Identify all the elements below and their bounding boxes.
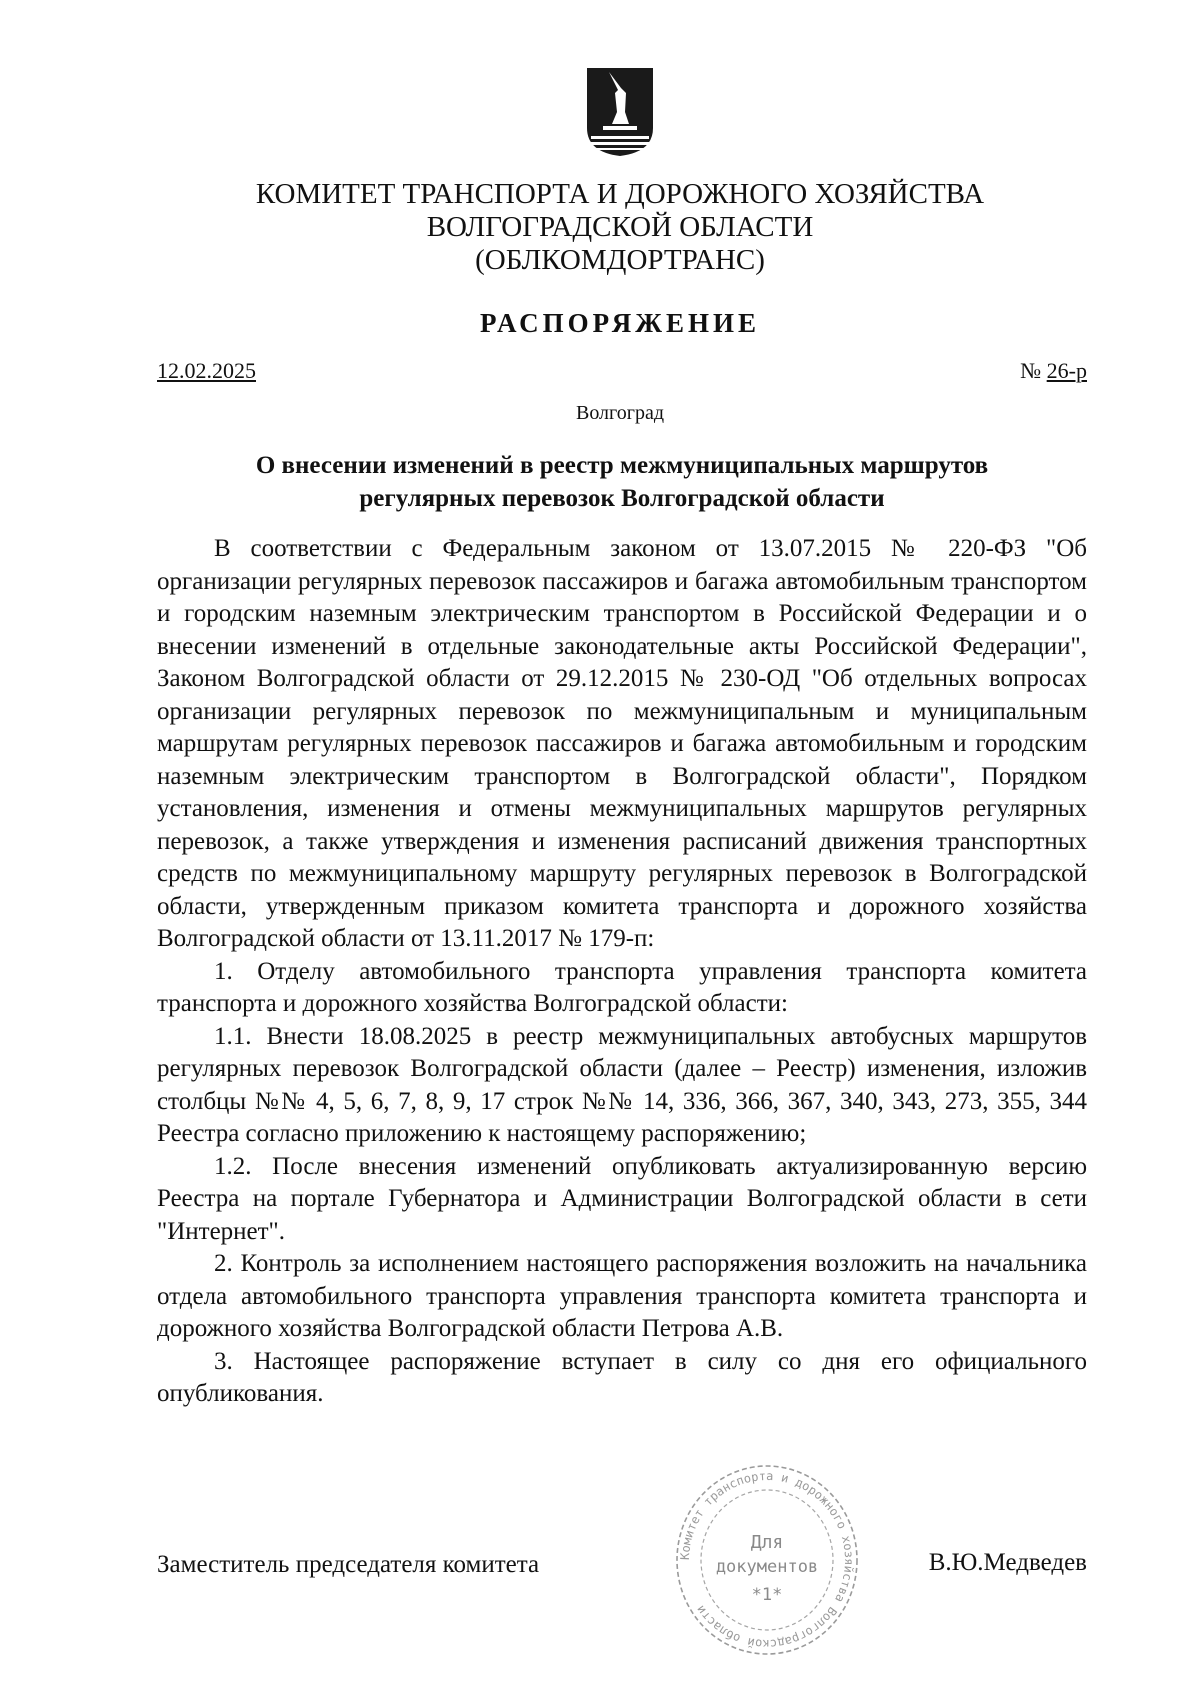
body-paragraph: В соответствии с Федеральным законом от 13.07.2015 № 220-ФЗ "Об организации регулярных перевозок пассажиров и багажа автомобильным транспортом и городским наземным электрическим транспортом в Российской Федерации и о внесении изменений в отдельные законодательные акты Российской Федерации", Законом Волгоградской области от 29.12.2015 № 230-ОД "Об отдельных вопросах организации регулярных перевозок по межмуниципальным и муниципальным маршрутам регулярных перевозок пассажиров и багажа автомобильным и городским наземным электрическим транспортом в Волгоградской области", Порядком установления, изменения и отмены межмуниципальных маршрутов регулярных перевозок, а также утверждения и изменения расписаний движения транспортных средств по межмуниципальному маршруту регулярных перевозок в Волгоградской области, утвержденным приказом комитета транспорта и дорожного хозяйства Волгоградской области от 13.11.2017 № 179-п: (157, 535, 1087, 952)
header-line-1: КОМИТЕТ ТРАНСПОРТА И ДОРОЖНОГО ХОЗЯЙСТВА (255, 178, 985, 210)
seal-line-3: *1* (751, 1585, 783, 1605)
title-line-1: О внесении изменений в реестр межмуниципальных маршрутов (255, 452, 989, 479)
document-city: Волгоград (575, 402, 665, 424)
body-paragraph: 1.1. Внести 18.08.2025 в реестр межмуниципальных автобусных маршрутов регулярных перевозок Волгоградской области (далее – Реестр) изменения, изложив столбцы №№ 4, 5, 6, 7, 8, 9, 17 строк №№ 14, 336, 366, 367, 340, 343, 273, 355, 344 Реестра согласно приложению к настоящему распоряжению; (157, 1022, 1087, 1147)
header-line-3: (ОБЛКОМДОРТРАНС) (475, 244, 765, 276)
title-line-2: регулярных перевозок Волгоградской области (359, 485, 885, 512)
number-value: 26-р (1046, 358, 1087, 383)
document-title (157, 449, 1087, 515)
header-line-2: ВОЛГОГРАДСКОЙ ОБЛАСТИ (426, 211, 814, 243)
document-date: 12.02.2025 (157, 358, 256, 383)
official-seal-icon (672, 1460, 862, 1660)
document-body (157, 533, 1087, 1411)
signatory-name: В.Ю.Медведев (928, 1549, 1087, 1576)
body-paragraph: 2. Контроль за исполнением настоящего распоряжения возложить на начальника отдела автомобильного транспорта управления транспорта комитета транспорта и дорожного хозяйства Волгоградской области Петрова А.В. (157, 1250, 1087, 1342)
body-paragraph: 1. Отделу автомобильного транспорта управления транспорта комитета транспорта и дорожного хозяйства Волгоградской области: (157, 957, 1087, 1017)
document-type: РАСПОРЯЖЕНИЕ (479, 308, 761, 338)
signatory-role: Заместитель председателя комитета (157, 1551, 540, 1578)
body-paragraph: 3. Настоящее распоряжение вступает в силу со дня его официального опубликования. (157, 1347, 1087, 1407)
coat-of-arms-icon (585, 66, 655, 158)
body-paragraph: 1.2. После внесения изменений опубликовать актуализированную версию Реестра на портале Губернатора и Администрации Волгоградской области в сети "Интернет". (157, 1152, 1087, 1245)
organization-header (160, 178, 1080, 277)
seal-ring-text: Комитет транспорта и дорожного хозяйства Волгоградской области (677, 1468, 857, 1652)
number-prefix: № (1020, 358, 1042, 383)
document-number (1020, 358, 1087, 384)
seal-line-2: документов (715, 1557, 819, 1577)
seal-line-1: Для (750, 1532, 784, 1553)
